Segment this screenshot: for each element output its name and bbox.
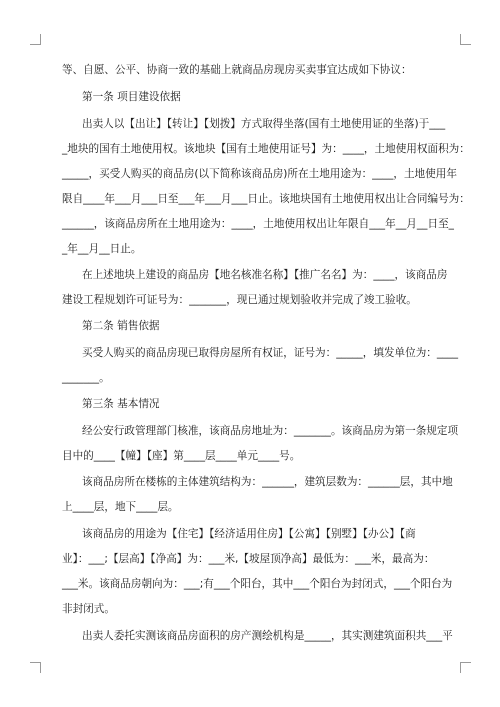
text-line: 在上述地块上建设的商品房【地名核准名称】【推广名名】为：____，该商品房	[82, 269, 448, 281]
text-line: _地块的国有土地使用权。该地块【国有土地使用证号】为：____，土地使用权面积为：	[62, 143, 470, 155]
text-line: 出卖人以【出让】【转让】【划拨】方式取得坐落(国有土地使用证的坐落)于___	[82, 118, 446, 130]
text-line: _____，买受人购买的商品房(以下简称该商品房)所在土地用途为：____，土地使用年	[62, 168, 457, 180]
crop-mark-top-left	[30, 34, 41, 45]
text-line: 上____层，地下____层。	[62, 501, 179, 513]
text-line: 第一条 项目建设依据	[82, 91, 181, 103]
text-line: _______。	[62, 372, 110, 384]
text-line: _年__月__日止。	[62, 243, 142, 255]
text-line: 等、自愿、公平、协商一致的基础上就商品房现房买卖事宜达成如下协议：	[62, 64, 412, 76]
text-line: 经公安行政管理部门核准，该商品房地址为：_______。该商品房为第一条规定项	[82, 425, 459, 437]
text-line: 该商品房所在楼栋的主体建筑结构为：______，建筑层数为：______层，其中地	[82, 476, 453, 488]
crop-mark-bottom-left	[30, 662, 41, 673]
text-line: 业】：___;【层高】【净高】为：___米,【坡屋顶净高】最低为：___米，最高为：	[62, 553, 435, 565]
crop-mark-bottom-right	[460, 662, 471, 673]
crop-mark-top-right	[460, 34, 471, 45]
text-line: ______，该商品房所在土地用途为：____，土地使用权出让年限自___年__月__日至_	[62, 218, 454, 230]
text-line: 非封闭式。	[62, 603, 115, 615]
text-line: 出卖人委托实测该商品房面积的房产测绘机构是_____，其实测建筑面积共___平	[82, 630, 453, 642]
text-line: 限自____年___月___日至___年___月___日止。该地块国有土地使用权出让合同编号为：	[62, 193, 470, 205]
text-line: 该商品房的用途为【住宅】【经济适用住房】【公寓】【别墅】【办公】【商	[82, 528, 416, 540]
text-line: 买受人购买的商品房现已取得房屋所有权证，证号为：_____，填发单位为：____	[82, 347, 459, 359]
text-line: 第二条 销售依据	[82, 320, 160, 332]
text-line: 第三条 基本情况	[82, 398, 160, 410]
text-line: ___米。该商品房朝向为：___;有___个阳台，其中___个阳台为封闭式，___个阳台为	[62, 578, 453, 590]
text-line: 建设工程规划许可证号为：_______，现已通过规划验收并完成了竣工验收。	[62, 294, 417, 306]
text-line: 目中的____【幢】【座】第____层____单元____号。	[62, 450, 301, 462]
